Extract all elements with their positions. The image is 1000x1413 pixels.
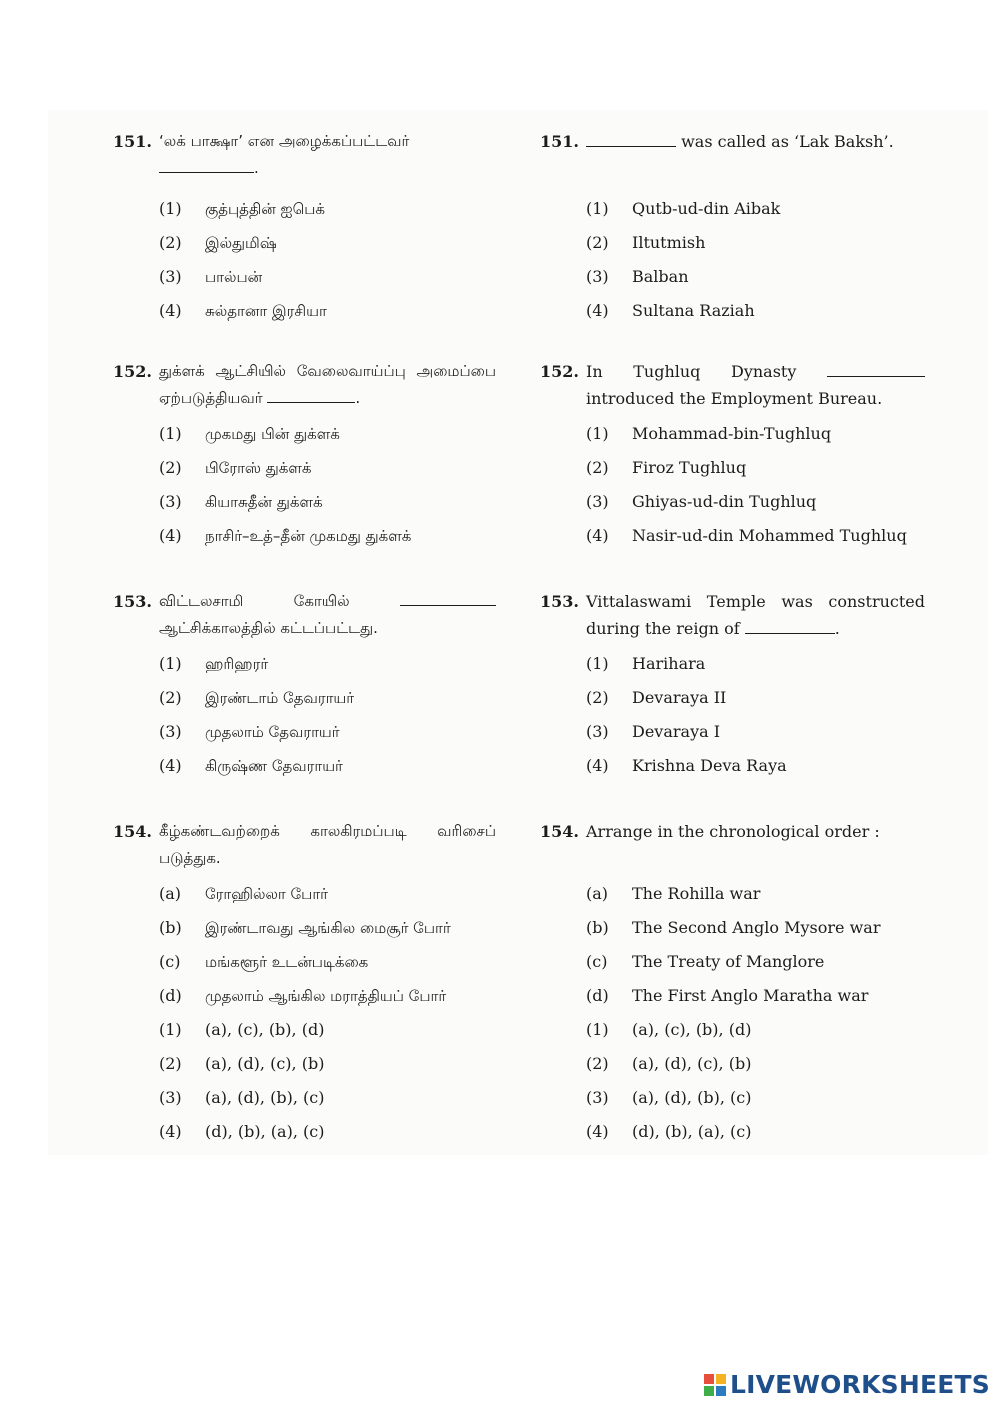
question-number: 153. [540,592,579,611]
question-text: Arrange in the chronological order : [586,822,880,841]
question-text: Vittalaswami Temple was constructed during the reign of . [586,592,925,638]
option[interactable]: (2) இரண்டாம் தேவராயர் [159,688,355,707]
option[interactable]: (3) கியாசுதீன் துக்ளக் [159,492,323,511]
question-text: In Tughluq Dynasty introduced the Employment Bureau. [586,358,925,412]
question-number: 154. [540,822,579,841]
list-item: (c) The Treaty of Manglore [586,952,825,971]
option[interactable]: (3) Balban [586,267,689,286]
question-text: was called as ‘Lak Baksh’. [586,128,925,155]
question-text: கீழ்கண்டவற்றைக் காலகிரமப்படி வரிசைப் படுத்துக. [159,822,496,867]
answer-blank[interactable] [267,388,355,403]
question-number: 151. [540,132,579,151]
option[interactable]: (3) முதலாம் தேவராயர் [159,722,340,741]
question-152-en [540,358,925,588]
option[interactable]: (1) முகமது பின் துக்ளக் [159,424,340,443]
list-item: (a) ரோஹில்லா போர் [159,884,328,903]
question-number: 152. [113,362,152,381]
answer-blank[interactable] [745,619,835,634]
list-item: (b) The Second Anglo Mysore war [586,918,881,937]
option[interactable]: (3) Ghiyas-ud-din Tughluq [586,492,817,511]
option[interactable]: (2) Firoz Tughluq [586,458,747,477]
option[interactable]: (4) Nasir-ud-din Mohammed Tughluq [586,526,907,545]
question-number: 154. [113,822,152,841]
option[interactable]: (1) Mohammad-bin-Tughluq [586,424,832,443]
option[interactable]: (4) (d), (b), (a), (c) [159,1122,325,1141]
list-item: (d) The First Anglo Maratha war [586,986,869,1005]
option[interactable]: (1) (a), (c), (b), (d) [159,1020,325,1039]
option[interactable]: (3) (a), (d), (b), (c) [159,1088,325,1107]
option[interactable]: (2) (a), (d), (c), (b) [586,1054,752,1073]
option[interactable]: (4) Sultana Raziah [586,301,755,320]
brand-name: LIVEWORKSHEETS [729,1370,990,1399]
question-151-ta [113,128,496,358]
option[interactable]: (2) Devaraya II [586,688,727,707]
question-153-ta [113,588,496,818]
option[interactable]: (2) இல்துமிஷ் [159,233,277,252]
question-152-ta [113,358,496,588]
option[interactable]: (4) (d), (b), (a), (c) [586,1122,752,1141]
answer-blank[interactable] [400,591,496,606]
liveworksheets-logo[interactable] [704,1370,990,1399]
option[interactable]: (4) சுல்தானா இரசியா [159,301,327,320]
option[interactable]: (2) பிரோஸ் துக்ளக் [159,458,312,477]
question-153-en [540,588,925,818]
answer-blank[interactable] [159,158,254,173]
list-item: (a) The Rohilla war [586,884,761,903]
list-item: (c) மங்களூர் உடன்படிக்கை [159,952,369,971]
option[interactable]: (1) Qutb-ud-din Aibak [586,199,781,218]
question-number: 153. [113,592,152,611]
question-number: 151. [113,132,152,151]
option[interactable]: (2) Iltutmish [586,233,706,252]
option[interactable]: (4) கிருஷ்ண தேவராயர் [159,756,343,775]
option[interactable]: (1) குத்புத்தின் ஐபெக் [159,199,326,218]
answer-blank[interactable] [827,362,925,377]
question-154-en [540,818,925,1149]
tamil-column [113,128,496,1149]
option[interactable]: (3) (a), (d), (b), (c) [586,1088,752,1107]
option[interactable]: (4) நாசிர்–உத்–தீன் முகமது துக்ளக் [159,526,412,545]
option[interactable]: (3) பால்பன் [159,267,263,286]
list-item: (d) முதலாம் ஆங்கில மராத்தியப் போர் [159,986,447,1005]
question-text: துக்ளக் ஆட்சியில் வேலைவாய்ப்பு அமைப்பை ஏற்படுத்தியவர் . [159,362,496,407]
option[interactable]: (1) ஹரிஹரர் [159,654,269,673]
option[interactable]: (1) (a), (c), (b), (d) [586,1020,752,1039]
answer-blank[interactable] [586,132,676,147]
question-151-en [540,128,925,358]
english-column [540,128,925,1149]
option[interactable]: (3) Devaraya I [586,722,721,741]
liveworksheets-logo-icon [704,1374,726,1396]
question-text: ‘லக் பாக்ஷா’ என அழைக்கப்பட்டவர் . [159,132,410,177]
option[interactable]: (1) Harihara [586,654,706,673]
question-154-ta [113,818,496,1149]
question-number: 152. [540,362,579,381]
list-item: (b) இரண்டாவது ஆங்கில மைசூர் போர் [159,918,451,937]
question-text: விட்டலசாமி கோயில் ஆட்சிக்காலத்தில் கட்டப்பட்டது. [159,588,496,642]
option[interactable]: (4) Krishna Deva Raya [586,756,787,775]
option[interactable]: (2) (a), (d), (c), (b) [159,1054,325,1073]
